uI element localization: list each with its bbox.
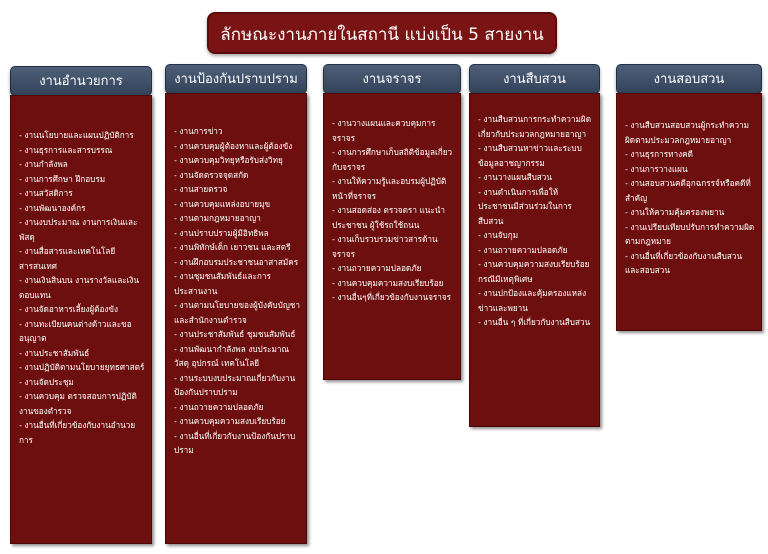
list-item: - งานปกป้องและคุ้มครองแหล่งข่าวและพยาน	[478, 288, 587, 313]
list-item: - งานควบคุมวิทยุหรือรับส่งวิทยุ	[174, 155, 283, 165]
list-item: - งานดำเนินการเพื่อให้ประชาชนมีส่วนร่วมในการสืบสวน	[478, 186, 572, 226]
item-list	[11, 128, 151, 447]
list-item: - งานจับกุม	[478, 230, 519, 240]
column-header: งานสอบสวน	[616, 64, 762, 94]
list-item: - งานทะเบียนคนต่างด้าวและขออนุญาต	[19, 318, 132, 343]
list-item: - งานควบคุม ตรวจสอบการปฏิบัติงานของตำรวจ	[19, 391, 137, 416]
list-item: - งานธุรการทางคดี	[625, 149, 693, 159]
list-item: - งานเปรียบเทียบปรับการทำความผิดตามกฎหมาย	[625, 221, 755, 246]
item-list	[470, 112, 599, 330]
list-item: - งานตามกฎหมายอาญา	[174, 213, 261, 223]
list-item: - งานอื่นๆที่เกี่ยวข้องกับงานจราจร	[332, 292, 452, 302]
list-item: - งานพัฒนาองค์กร	[19, 202, 86, 213]
list-item: - งานถวายความปลอดภัย	[332, 263, 422, 273]
list-item: - งานจัดตรวจจุดสกัด	[174, 169, 249, 180]
list-item: - งานนโยบายและแผนปฏิบัติการ	[19, 130, 134, 140]
list-item: - งานพิทักษ์เด็ก เยาวชน และสตรี	[174, 242, 291, 252]
list-item: - งานวางแผนและควบคุมการจราจร	[332, 118, 436, 143]
column-header: งานจราจร	[323, 64, 461, 94]
list-item: - งานควบคุมความสงบเรียบร้อย	[174, 416, 286, 426]
list-item: - งานควบคุมความสงบเรียบร้อย	[332, 277, 444, 288]
list-item: - งานถวายความปลอดภัย	[478, 244, 568, 255]
list-item: - งานจัดอาหารเลี้ยงผู้ต้องขัง	[19, 304, 119, 314]
column-header: งานสืบสวน	[469, 64, 600, 94]
list-item: - งานระบบงบประมาณเกี่ยวกับงานป้องกันปราบปราม	[174, 372, 296, 397]
list-item: - งานควบคุมความสงบเรียบร้อยกรณีมีเหตุพิเศษ	[478, 259, 590, 284]
list-item: - งานจัดประชุม	[19, 376, 74, 387]
list-item: - งานสืบสวนสอบสวนผู้กระทำความผิดตามประมวลกฎหมายอาญา	[625, 120, 750, 145]
list-item: - งานอื่นที่เกี่ยวข้องกับงานอำนวยการ	[19, 420, 136, 445]
list-item: - งานวางแผนสืบสวน	[478, 172, 552, 182]
column-inquiry	[616, 64, 762, 331]
list-item: - งานอื่นที่เกี่ยวกับงานป้องกันปราบปราม	[174, 430, 296, 455]
list-item: - งานสืบสวนการกระทำความผิดเกี่ยวกับประมวลกฎหมายอาญา	[478, 114, 592, 139]
list-item: - งานงบประมาณ งานการเงินและพัสดุ	[19, 217, 138, 242]
column-investigation	[469, 64, 600, 427]
list-item: - งานสอดส่อง ตรวจตรา แนะนำประชาชน ผู้ใช้รถใช้ถนน	[332, 205, 445, 230]
list-item: - งานปราบปรามผู้มีอิทธิพล	[174, 227, 269, 238]
list-item: - งานสวัสดิการ	[19, 188, 73, 198]
list-item: - งานพัฒนากำลังพล งบประมาณ วัสดุ อุปกรณ์ เทคโนโลยี	[174, 343, 290, 368]
list-item: - งานควบคุมแหล่งอบายมุข	[174, 198, 271, 209]
list-item: - งานตามนโยบายของผู้บังคับบัญชาและสำนักงานตำรวจ	[174, 300, 300, 325]
list-item: - งานประชาสัมพันธ์ ชุมชนสัมพันธ์	[174, 329, 296, 339]
list-item: - งานการศึกษา ฝึกอบรม	[19, 173, 106, 184]
column-crime-prevention	[165, 64, 307, 544]
column-box	[10, 95, 152, 544]
column-box	[165, 93, 307, 544]
list-item: - งานสื่อสารและเทคโนโลยีสารสนเทศ	[19, 246, 116, 271]
list-item: - งานให้ความรู้และอบรมผู้ปฏิบัติหน้าที่จราจร	[332, 176, 447, 201]
item-list	[324, 116, 460, 305]
list-item: - งานชุมชนสัมพันธ์และการประสานงาน	[174, 271, 271, 296]
column-administration	[10, 66, 152, 544]
column-header: งานอำนวยการ	[10, 66, 152, 96]
list-item: - งานสืบสวนหาข่าวและระบบข้อมูลอาชญากรรม	[478, 143, 582, 168]
column-box	[616, 93, 762, 331]
list-item: - งานการข่าว	[174, 126, 223, 136]
list-item: - งานควบคุมผู้ต้องหาและผู้ต้องขัง	[174, 140, 293, 151]
list-item: - งานอื่นที่เกี่ยวข้องกับงานสืบสวนและสอบสวน	[625, 250, 743, 275]
diagram-title: ลักษณะงานภายในสถานี แบ่งเป็น 5 สายงาน	[207, 12, 557, 54]
list-item: - งานการวางแผน	[625, 163, 688, 174]
list-item: - งานให้ความคุ้มครองพยาน	[625, 207, 725, 217]
column-box	[323, 93, 461, 380]
list-item: - งานประชาสัมพันธ์	[19, 347, 90, 358]
list-item: - งานปฏิบัติตามนโยบายยุทธศาสตร์	[19, 362, 145, 372]
column-box	[469, 93, 600, 427]
list-item: - งานอื่น ๆ ที่เกี่ยวกับงานสืบสวน	[478, 317, 591, 327]
list-item: - งานสอบสวนคดีอุกฉกรรจ์หรือคดีที่สำคัญ	[625, 178, 751, 203]
list-item: - งานธุรการและสารบรรณ	[19, 144, 113, 155]
list-item: - งานเก็บรวบรวมข่าวสารด้านจราจร	[332, 234, 438, 259]
column-header: งานป้องกันปราบปราม	[165, 64, 307, 94]
list-item: - งานสายตรวจ	[174, 184, 228, 194]
column-traffic	[323, 64, 461, 380]
list-item: - งานเงินสินบน งานรางวัลและเงินตอบแทน	[19, 275, 140, 300]
item-list	[617, 118, 761, 278]
list-item: - งานฝึกอบรมประชาชนอาสาสมัคร	[174, 256, 299, 267]
item-list	[166, 124, 306, 458]
list-item: - งานถวายความปลอดภัย	[174, 401, 264, 412]
list-item: - งานกำลังพล	[19, 159, 68, 169]
list-item: - งานการศึกษาเก็บสถิติข้อมูลเกี่ยวกับจราจร	[332, 147, 453, 172]
